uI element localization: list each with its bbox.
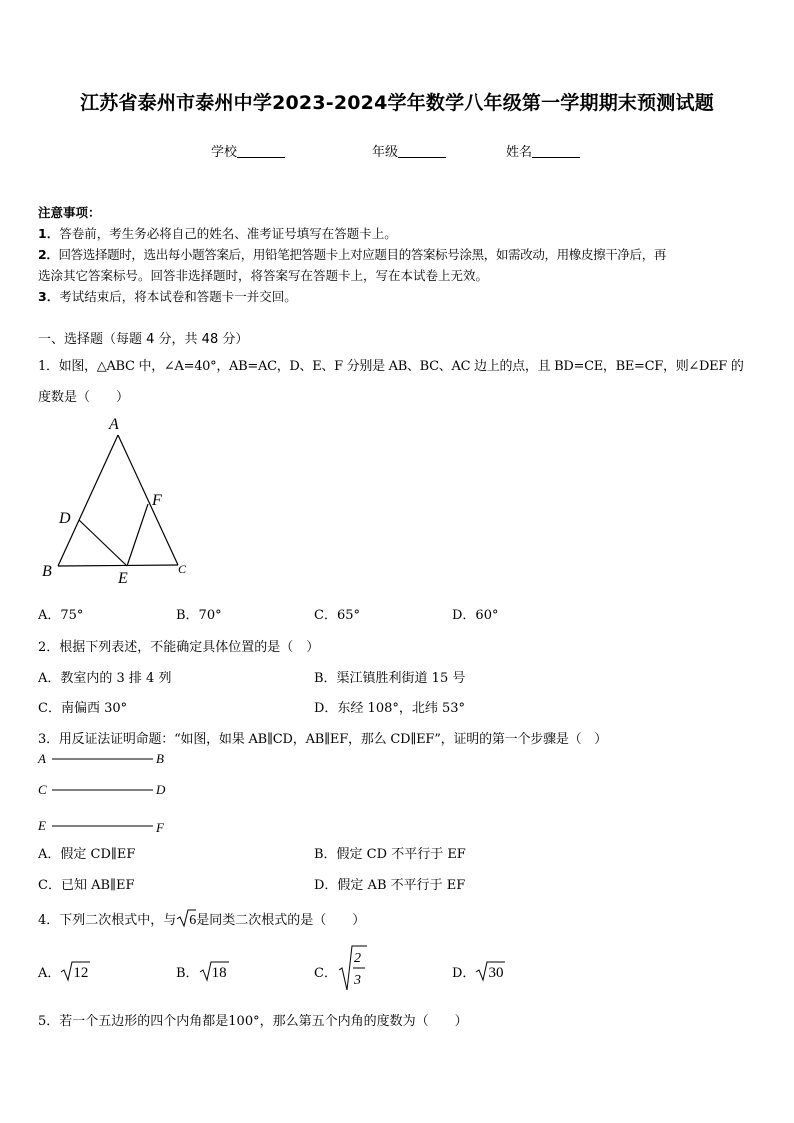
q4-option-c-fraction — [338, 944, 368, 992]
parallel-lines-figure — [36, 748, 176, 840]
name-blank — [532, 145, 580, 158]
q4-option-b: B． 18 — [176, 960, 227, 982]
question-1-stem: 1．如图，△ABC 中，∠A=40°，AB=AC，D、E、F 分别是 AB、BC、AC 边上的点，且 BD=CE，BE=CF，则∠DEF 的 — [38, 359, 744, 374]
page-title: 江苏省泰州市泰州中学2023-2024学年数学八年级第一学期期末预测试题 — [80, 92, 714, 114]
side-ab — [58, 435, 118, 566]
question-5-stem: 5．若一个五边形的四个内角都是100°，那么第五个内角的度数为（ ） — [38, 1014, 468, 1029]
segment-ef — [127, 504, 148, 566]
grade-label: 年级 — [372, 145, 399, 160]
segment-de — [79, 520, 127, 566]
grade-blank — [398, 145, 446, 158]
school-blank — [237, 145, 285, 158]
question-3-stem: 3．用反证法证明命题：“如图，如果 AB∥CD，AB∥EF，那么 CD∥EF”，证明的第一个步骤是（ ） — [38, 732, 608, 747]
line-label-a: A — [38, 751, 46, 766]
line-label-e: E — [38, 818, 46, 833]
q2-option-c: C．南偏西 30° — [38, 701, 128, 716]
q4-option-d: D． 30 — [452, 960, 503, 982]
triangle-figure — [36, 412, 196, 588]
notice-item: 选涂其它答案标号。回答非选择题时，将答案写在答题卡上，写在本试卷上无效。 — [38, 268, 489, 283]
vertex-label-c: C — [178, 562, 187, 576]
vertex-label-b: B — [42, 563, 52, 580]
q1-option-b: B．70° — [176, 608, 222, 623]
line-label-f: F — [156, 820, 164, 835]
notice-item: 3．考试结束后，将本试卷和答题卡一并交回。 — [38, 289, 297, 304]
name-field — [506, 141, 580, 160]
q3-option-a: A．假定 CD∥EF — [38, 847, 136, 862]
line-label-d: D — [156, 782, 166, 797]
notice-item: 2．回答选择题时，选出每小题答案后，用铅笔把答题卡上对应题目的答案标号涂黑，如需改动，用橡皮擦干净后，再 — [38, 247, 667, 262]
point-label-f: F — [152, 492, 162, 509]
q4-option-c-label: C． — [314, 966, 337, 981]
q3-option-b: B．假定 CD 不平行于 EF — [314, 847, 466, 862]
question-1-stem-cont: 度数是（ ） — [38, 390, 130, 405]
q1-option-a: A．75° — [38, 608, 84, 623]
q1-option-c: C．65° — [314, 608, 360, 623]
vertex-label-a: A — [109, 416, 119, 433]
q2-option-a: A．教室内的 3 排 4 列 — [38, 671, 172, 686]
q3-option-d: D．假定 AB 不平行于 EF — [314, 878, 466, 893]
point-label-d: D — [59, 510, 71, 527]
question-4-stem: 4．下列二次根式中，与 6是同类二次根式的是（ ） — [38, 908, 365, 929]
q2-option-d: D．东经 108°，北纬 53° — [314, 701, 466, 716]
point-label-e: E — [118, 570, 128, 587]
notice-heading: 注意事项： — [38, 205, 101, 220]
name-label: 姓名 — [506, 145, 533, 160]
q1-option-d: D．60° — [452, 608, 499, 623]
q2-option-b: B．渠江镇胜利街道 15 号 — [314, 671, 466, 686]
section-heading: 一、选择题（每题 4 分，共 48 分） — [38, 332, 249, 347]
line-label-c: C — [38, 782, 47, 797]
school-field — [211, 141, 285, 160]
fraction-denominator: 3 — [354, 973, 361, 988]
line-label-b: B — [156, 751, 164, 766]
grade-field — [372, 141, 446, 160]
question-2-stem: 2．根据下列表述，不能确定具体位置的是（ ） — [38, 640, 320, 655]
fraction-numerator: 2 — [354, 951, 361, 966]
side-bc — [58, 565, 178, 566]
school-label: 学校 — [211, 145, 238, 160]
notice-item: 1．答卷前，考生务必将自己的姓名、准考证号填写在答题卡上。 — [38, 226, 397, 241]
q4-option-a: A． 12 — [38, 960, 88, 982]
q3-option-c: C．已知 AB∥EF — [38, 878, 135, 893]
side-ac — [118, 435, 178, 565]
